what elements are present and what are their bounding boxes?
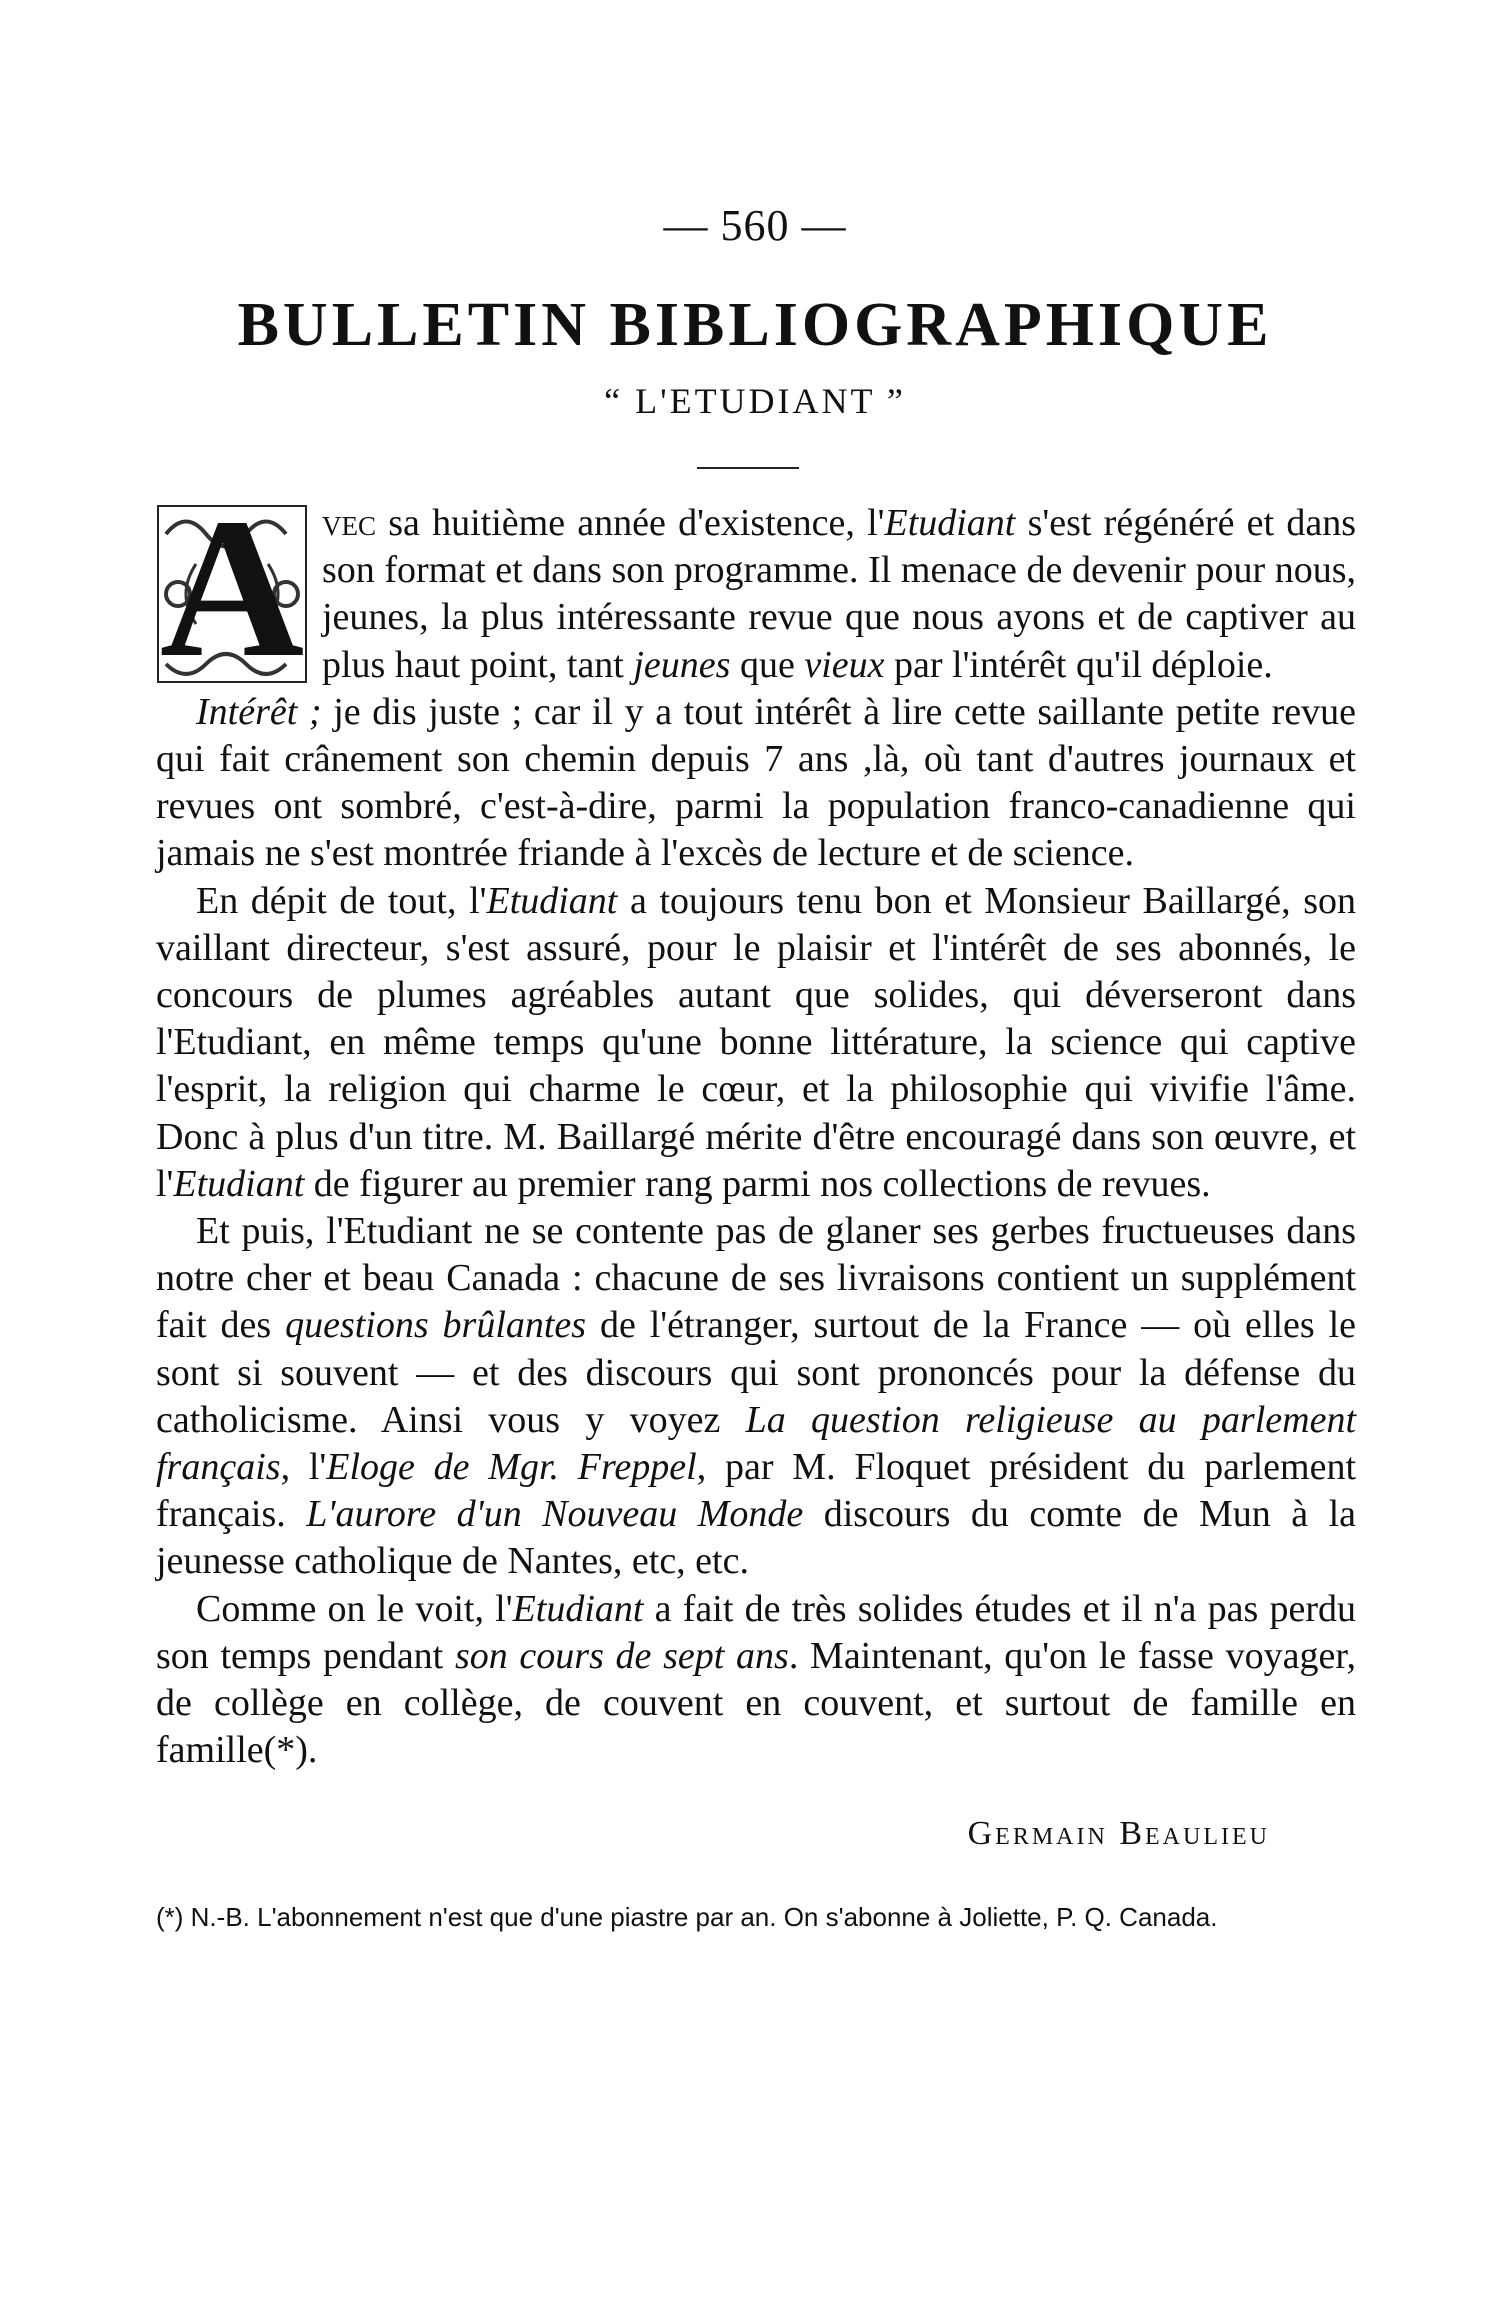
- text-run: Et puis, l'Etudiant ne se contente pas de glaner ses gerbes fructueuses dans notre cher et beau Canada : chacune de ses livraisons contient un supplément fait des: [156, 1210, 1356, 1347]
- text-run: questions brûlantes: [285, 1304, 587, 1347]
- text-run: discours du comte de Mun à la jeunesse catholique de Nantes, etc, etc.: [156, 1493, 1357, 1583]
- text-run: La question religieuse au parlement français: [156, 1398, 1357, 1489]
- text-run: En dépit de tout, l': [196, 879, 487, 922]
- text-run: Eloge de Mgr. Freppel: [326, 1446, 697, 1489]
- text-run: Etudiant: [173, 1162, 305, 1205]
- text-run: Etudiant: [486, 879, 618, 922]
- text-run: Intérêt ;: [196, 690, 322, 733]
- page-number: — 560 —: [663, 201, 847, 250]
- text-run: a toujours tenu bon et Monsieur Baillargé, son vaillant directeur, s'est assuré, pour le plaisir et l'intérêt de ses abonnés, le concours de plumes agréables autant que solides, qui déverseront dans l'Etudiant, en même temps qu'une bonne littérature, la science qui captive l'esprit, la religion qui charme le cœur, et la philosophie qui vivifie l'âme. Donc à plus d'un titre. M. Baillargé mérite d'être encouragé dans son œuvre, et l': [156, 879, 1356, 1205]
- text-run: je dis juste ; car il y a tout intérêt à lire cette saillante petite revue qui fait crânement son chemin depuis 7 ans ,là, où tant d'autres journaux et revues ont sombré, c'est-à-dire, parmi la population franco-canadienne qui jamais ne s'est montrée friande à l'excès de lecture et de science.: [156, 690, 1357, 875]
- text-run: a fait de très solides études et il n'a pas perdu son temps pendant: [156, 1587, 1357, 1677]
- footnote: (*) N.-B. L'abonnement n'est que d'une piastre par an. On s'abonne à Joliette, P. Q. Canada.: [156, 1902, 1218, 1932]
- text-run: . Maintenant, qu'on le fasse voyager, de collège en collège, de couvent en couvent, et surtout de famille en famille(*).: [156, 1634, 1356, 1772]
- drop-cap-letter: A: [159, 478, 305, 699]
- text-run: Etudiant: [884, 502, 1016, 544]
- text-run: , l': [280, 1446, 327, 1489]
- paragraph-2: [156, 689, 1356, 878]
- page-subtitle: “ L'ETUDIANT ”: [604, 381, 906, 421]
- text-run: vec: [322, 502, 376, 544]
- text-run: L'aurore d'un Nouveau Monde: [306, 1493, 804, 1536]
- text-run: jeunes: [633, 643, 731, 686]
- ornamental-drop-cap: [156, 478, 308, 699]
- author-signature: Germain Beaulieu: [967, 1815, 1270, 1852]
- text-run: de l'étranger, surtout de la France — où elles le sont si souvent — et des discours qui sont prononcés pour la défense du catholicisme. Ainsi vous y voyez: [156, 1304, 1356, 1441]
- paragraph-5: [156, 1586, 1356, 1775]
- text-run: son cours de sept ans: [454, 1634, 789, 1677]
- text-run: vieux: [804, 643, 885, 686]
- paragraph-3: [156, 878, 1356, 1208]
- text-run: Etudiant: [512, 1587, 644, 1630]
- title-divider: [697, 467, 799, 469]
- text-run: par l'intérêt qu'il déploie.: [884, 643, 1273, 686]
- article-body: [156, 478, 1357, 1774]
- paragraph-1: [156, 478, 1356, 699]
- page-title: BULLETIN BIBLIOGRAPHIQUE: [237, 291, 1273, 359]
- text-run: s'est régénéré et dans son format et dans son programme. Il menace de devenir pour nous, jeunes, la plus intéressante revue que nous ayons et de captiver au plus haut point, tant: [322, 502, 1356, 686]
- text-run: , par M. Floquet président du parlement français.: [156, 1446, 1357, 1536]
- paragraph-4: [156, 1208, 1356, 1586]
- text-run: Comme on le voit, l': [196, 1587, 513, 1630]
- text-run: sa huitième année d'existence, l': [376, 502, 885, 544]
- text-run: que: [730, 643, 805, 686]
- text-run: de figurer au premier rang parmi nos collections de revues.: [304, 1162, 1211, 1205]
